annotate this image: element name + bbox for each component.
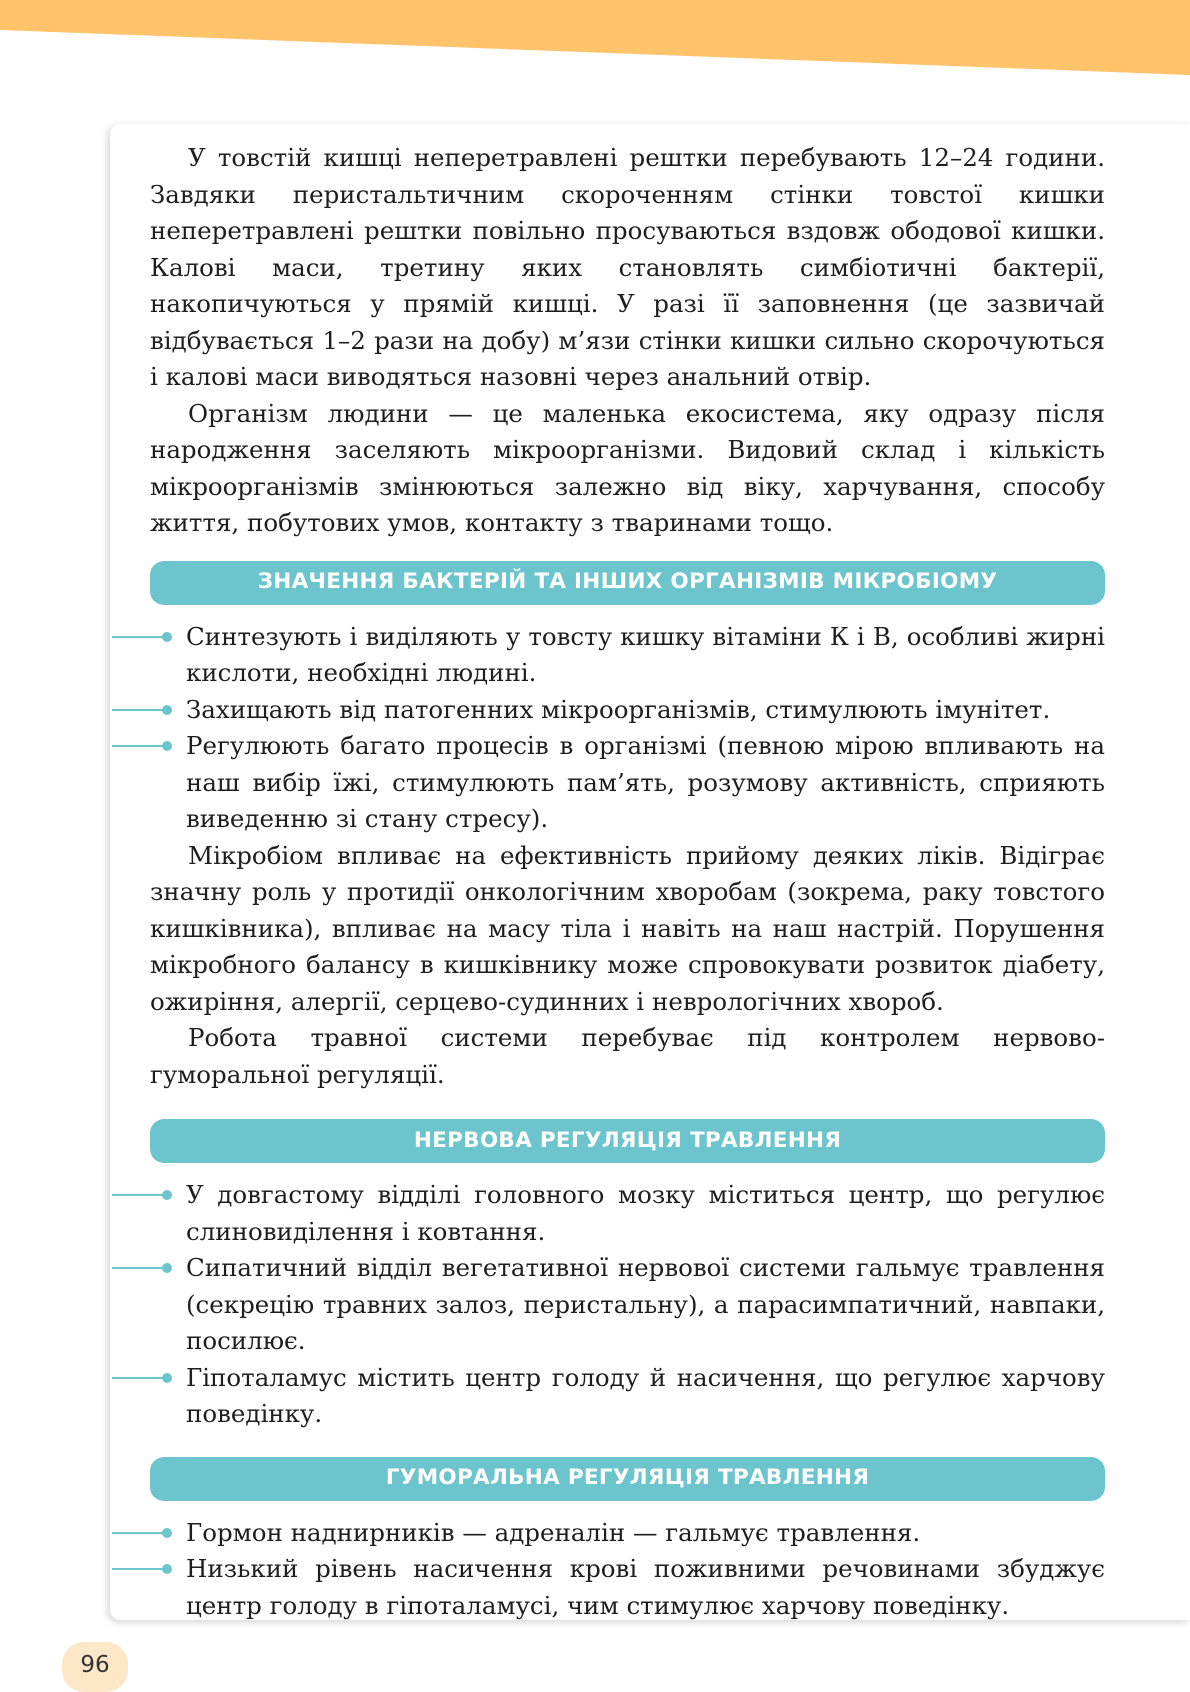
list-item: Синтезують і виділяють у товсту кишку вітаміни К і В, особливі жирні кислоти, необхідні людині.	[150, 619, 1105, 692]
bullet-marker-icon	[112, 636, 170, 638]
bullet-marker-icon	[112, 1267, 170, 1269]
list-item: Регулюють багато процесів в організмі (певною мірою впливають на наш вибір їжі, стимулюють пам’ять, розумову активність, сприяють виведенню зі стану стресу).	[150, 728, 1105, 838]
section-title: ГУМОРАЛЬНА РЕГУЛЯЦІЯ ТРАВЛЕННЯ	[385, 1465, 870, 1491]
bullet-marker-icon	[112, 1532, 170, 1534]
orange-header-band	[0, 0, 1190, 80]
bullet-marker-icon	[112, 709, 170, 711]
list-item: У довгастому відділі головного мозку міститься центр, що регулює слиновиділення і ковтання.	[150, 1177, 1105, 1250]
paragraph: Мікробіом впливає на ефективність прийому деяких ліків. Відіграє значну роль у протидії онкологічним хворобам (зокрема, раку товстого кишківника), впливає на масу тіла і навіть на наш настрій. Порушення мікробного балансу в кишківнику може спровокувати розвиток діабету, ожиріння, алергії, серцево-судинних і неврологічних хвороб.	[150, 840, 1105, 1016]
page-number	[62, 1642, 128, 1692]
list-item: Гормон наднирників — адреналін — гальмує травлення.	[150, 1515, 1105, 1552]
section-banner-nervous	[150, 1119, 1105, 1163]
section-title: ЗНАЧЕННЯ БАКТЕРІЙ ТА ІНШИХ ОРГАНІЗМІВ МІКРОБІОМУ	[257, 569, 998, 595]
paragraph: Робота травної системи перебуває під контролем нервово-гуморальної регуляції.	[150, 1023, 1105, 1089]
list-item: Сипатичний відділ вегетативної нервової системи гальмує травлення (секрецію травних залоз, перистальну), а парасимпатичний, навпаки, посилює.	[150, 1250, 1105, 1360]
bullet-marker-icon	[112, 1377, 170, 1379]
bullet-marker-icon	[112, 1568, 170, 1570]
bullet-list-humoral	[150, 1515, 1105, 1625]
section-banner-humoral	[150, 1457, 1105, 1501]
bullet-marker-icon	[112, 1194, 170, 1196]
bullet-marker-icon	[112, 745, 170, 747]
list-item: Низький рівень насичення крові поживними речовинами збуджує центр голоду в гіпоталамусі, чим стимулює харчову поведінку.	[150, 1551, 1105, 1624]
paragraph: Організм людини — це маленька екосистема, яку одразу після народження заселяють мікроорганізми. Видовий склад і кількість мікроорганізмів змінюються залежно від віку, харчування, способу життя, побутових умов, контакту з тваринами тощо.	[150, 398, 1105, 537]
page-content	[150, 140, 1105, 1624]
section-banner-microbiome	[150, 561, 1105, 605]
list-item: Гіпоталамус містить центр голоду й насичення, що регулює харчову поведінку.	[150, 1360, 1105, 1433]
list-item: Захищають від патогенних мікроорганізмів, стимулюють імунітет.	[150, 692, 1105, 729]
section-title: НЕРВОВА РЕГУЛЯЦІЯ ТРАВЛЕННЯ	[413, 1127, 842, 1153]
bullet-list-microbiome	[150, 619, 1105, 838]
bullet-list-nervous	[150, 1177, 1105, 1433]
page-number-label: 96	[80, 1652, 110, 1678]
paragraph: У товстій кишці неперетравлені рештки перебувають 12–24 години. Завдяки перистальтичним скороченням стінки товстої кишки неперетравлені рештки повільно просуваються вздовж ободової кишки. Калові маси, третину яких становлять симбіотичні бактерії, накопичуються у прямій кишці. У разі її заповнення (це зазвичай відбувається 1–2 рази на добу) м’язи стінки кишки сильно скорочуються і калові маси виводяться назовні через анальний отвір.	[150, 143, 1105, 391]
